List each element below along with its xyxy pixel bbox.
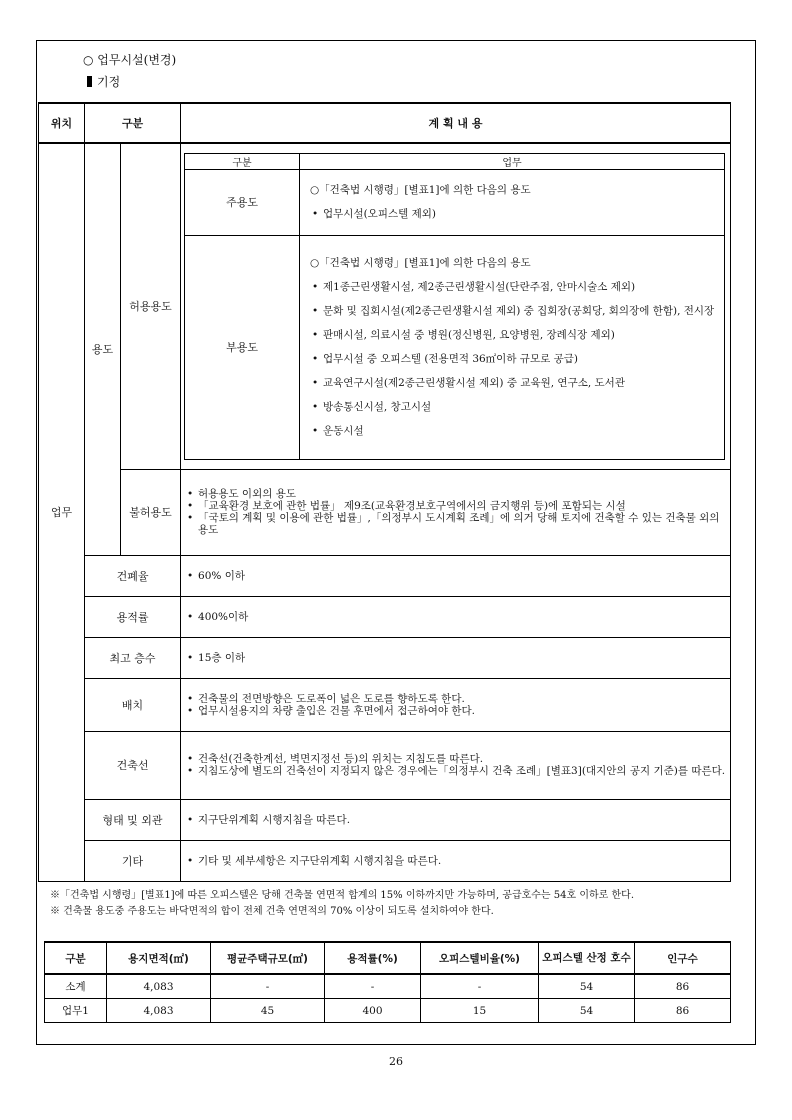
stats-header: 구분: [45, 942, 107, 974]
stats-cell: -: [211, 974, 325, 999]
secondary-use-item: • 문화 및 집회시설(제2종근린생활시설 제외) 중 집회장(공회당, 회의장에 한함), 전시장: [312, 299, 720, 323]
header-content: 계 획 내 용: [181, 103, 731, 143]
stats-header: 인구수: [635, 942, 731, 974]
coverage-content: [181, 555, 731, 596]
coverage-label: 건폐율: [85, 555, 181, 596]
layout-item: • 업무시설용지의 차량 출입은 건물 후면에서 접근하여야 한다.: [187, 705, 726, 717]
area-stats-table: [44, 941, 731, 1023]
stats-cell: 400: [325, 999, 421, 1023]
form-label: 형태 및 외관: [85, 799, 181, 840]
footnote: ※ 건축물 용도중 주용도는 바닥면적의 합이 전체 건축 연면적의 70% 이상이 되도록 설치하여야 한다.: [50, 906, 494, 917]
building-line-item: • 지침도상에 별도의 건축선이 지정되지 않은 경우에는「의정부시 건축 조례」[별표3](대지안의 공지 기준)를 따른다.: [187, 765, 726, 777]
use-group-cell: 용도: [85, 143, 121, 555]
stats-cell: 소계: [45, 974, 107, 999]
building-line-label: 건축선: [85, 731, 181, 799]
disallowed-use-item: • 「국토의 계획 및 이용에 관한 법률」,「의정부시 도시계획 조례」에 의거 당해 토지에 건축할 수 있는 건축물 외의 용도: [187, 512, 726, 536]
max-floors-content: [181, 637, 731, 678]
far-label: 용적률: [85, 596, 181, 637]
stats-header: 용적률(%): [325, 942, 421, 974]
primary-use-intro: ○「건축법 시행령」[별표1]에 의한 다음의 용도: [310, 184, 531, 197]
stats-cell: 45: [211, 999, 325, 1023]
secondary-use-item: • 업무시설 중 오피스텔 (전용면적 36㎡이하 규모로 공급): [312, 347, 720, 371]
disallowed-use-label: 불허용도: [121, 469, 181, 555]
building-line-item: • 건축선(건축한계선, 벽면지정선 등)의 위치는 지침도를 따른다.: [187, 753, 726, 765]
inner-header-category: 구분: [185, 153, 300, 169]
max-floors-label: 최고 층수: [85, 637, 181, 678]
disallowed-use-item: • 「교육환경 보호에 관한 법률」 제9조(교육환경보호구역에서의 금지행위 등)에 포함되는 시설: [187, 500, 726, 512]
inner-header-value: 업무: [300, 153, 725, 169]
footnote: ※「건축법 시행령」[별표1]에 따른 오피스텔은 당해 건축물 연면적 합계의 15% 이하까지만 가능하며, 공급호수는 54호 이하로 한다.: [50, 890, 634, 901]
location-cell: 업무: [39, 143, 85, 881]
header-location: 위치: [39, 103, 85, 143]
layout-item: • 건축물의 전면방향은 도로폭이 넓은 도로를 향하도록 한다.: [187, 693, 726, 705]
primary-use-label: 주용도: [185, 169, 300, 235]
secondary-use-item: • 운동시설: [312, 419, 720, 443]
layout-label: 배치: [85, 678, 181, 731]
primary-use-content: [300, 169, 725, 235]
stats-cell: -: [325, 974, 421, 999]
square-bullet-icon: [87, 76, 92, 87]
primary-use-item: • 업무시설(오피스텔 제외): [312, 202, 720, 226]
secondary-use-item: • 교육연구시설(제2종근린생활시설 제외) 중 교육원, 연구소, 도서관: [312, 371, 720, 395]
secondary-use-intro: ○「건축법 시행령」[별표1]에 의한 다음의 용도: [310, 257, 531, 270]
max-floors-item: • 15층 이하: [187, 652, 726, 664]
disallowed-use-content: [181, 469, 731, 555]
section-title: ○ 업무시설(변경): [83, 53, 177, 67]
stats-header: 용지면적(㎡): [107, 942, 211, 974]
building-line-content: [181, 731, 731, 799]
footnotes: [50, 888, 634, 920]
other-label: 기타: [85, 840, 181, 881]
form-item: • 지구단위계획 시행지침을 따른다.: [187, 814, 726, 826]
stats-cell: 4,083: [107, 974, 211, 999]
stats-header: 오피스텔 산정 호수: [539, 942, 635, 974]
secondary-use-content: [300, 235, 725, 459]
stats-cell: 4,083: [107, 999, 211, 1023]
layout-content: [181, 678, 731, 731]
subsection-title: [87, 73, 120, 90]
secondary-use-item: • 방송통신시설, 창고시설: [312, 395, 720, 419]
disallowed-use-item: • 허용용도 이외의 용도: [187, 488, 726, 500]
table-row: [45, 999, 731, 1023]
form-content: [181, 799, 731, 840]
stats-cell: 업무1: [45, 999, 107, 1023]
secondary-use-label: 부용도: [185, 235, 300, 459]
header-category: 구분: [85, 103, 181, 143]
other-content: [181, 840, 731, 881]
stats-cell: 54: [539, 999, 635, 1023]
allowed-use-content: [181, 143, 731, 469]
stats-header: 오피스텔비율(%): [421, 942, 539, 974]
secondary-use-item: • 판매시설, 의료시설 중 병원(정신병원, 요양병원, 장례식장 제외): [312, 323, 720, 347]
far-item: • 400%이하: [187, 611, 726, 623]
secondary-use-item: • 제1종근린생활시설, 제2종근린생활시설(단란주점, 안마시술소 제외): [312, 275, 720, 299]
use-detail-table: [184, 153, 725, 460]
other-item: • 기타 및 세부세항은 지구단위계획 시행지침을 따른다.: [187, 855, 726, 867]
plan-table: [38, 102, 731, 882]
page-number: 26: [389, 1055, 403, 1068]
stats-cell: 54: [539, 974, 635, 999]
stats-header: 평균주택규모(㎡): [211, 942, 325, 974]
stats-cell: -: [421, 974, 539, 999]
stats-cell: 86: [635, 974, 731, 999]
stats-cell: 86: [635, 999, 731, 1023]
stats-cell: 15: [421, 999, 539, 1023]
subsection-label: 기정: [97, 75, 121, 89]
table-row: [45, 974, 731, 999]
coverage-item: • 60% 이하: [187, 570, 726, 582]
far-content: [181, 596, 731, 637]
allowed-use-label: 허용용도: [121, 143, 181, 469]
